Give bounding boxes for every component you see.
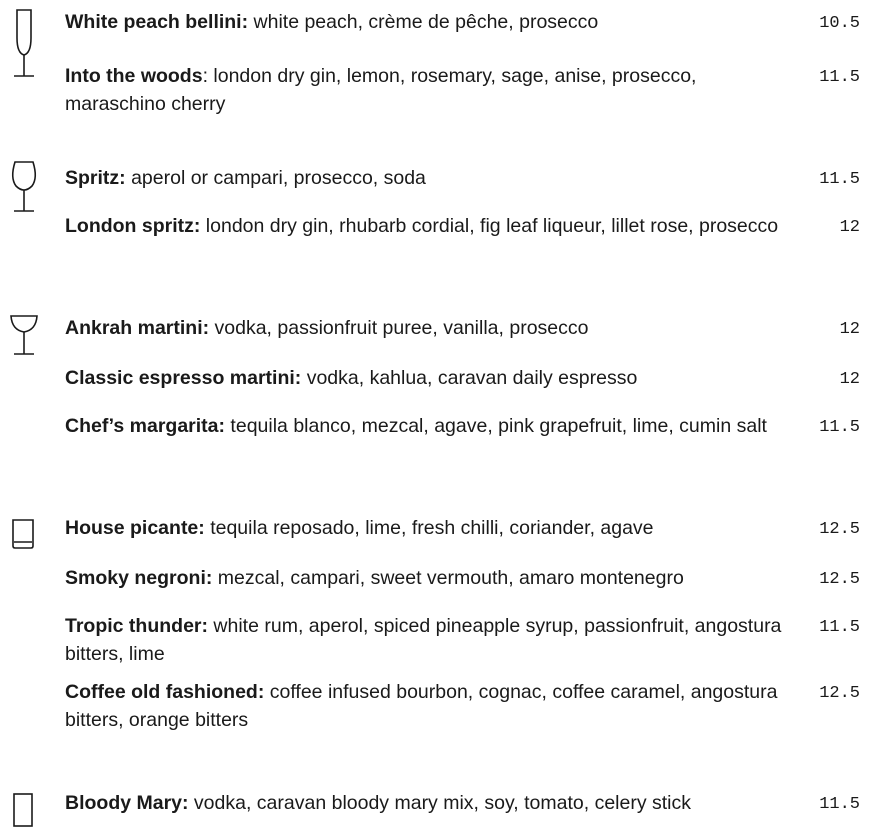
item-name: Coffee old fashioned: — [65, 681, 265, 703]
item-price: 11.5 — [819, 170, 860, 189]
item-name: Classic espresso martini: — [65, 367, 302, 389]
item-price: 12 — [839, 370, 860, 389]
item-name: Bloody Mary: — [65, 792, 189, 814]
rocks-glass-icon — [8, 516, 40, 552]
item-ingredients: aperol or campari, prosecco, soda — [125, 167, 426, 189]
item-price: 11.5 — [819, 418, 860, 437]
wine-glass-icon — [8, 156, 40, 218]
item-ingredients: vodka, caravan bloody mary mix, soy, tomato, celery stick — [188, 792, 692, 814]
item-name: Tropic thunder: — [65, 615, 208, 637]
item-name: Smoky negroni: — [65, 567, 213, 589]
item-price: 10.5 — [819, 14, 860, 33]
item-ingredients: tequila blanco, mezcal, agave, pink grapefruit, lime, cumin salt — [225, 415, 767, 437]
item-ingredients: london dry gin, rhubarb cordial, fig leaf liqueur, lillet rose, prosecco — [200, 215, 779, 237]
item-price: 11.5 — [819, 795, 860, 814]
item-ingredients: vodka, kahlua, caravan daily espresso — [301, 367, 638, 389]
item-ingredients: coffee infused bourbon, cognac, coffee caramel, angostura bitters, orange bitters — [65, 681, 778, 731]
item-name: Ankrah martini: — [65, 317, 210, 339]
item-ingredients: tequila reposado, lime, fresh chilli, coriander, agave — [204, 517, 654, 539]
item-price: 11.5 — [819, 68, 860, 87]
item-name: Spritz: — [65, 167, 126, 189]
item-price: 12 — [839, 218, 860, 237]
item-ingredients: white peach, crème de pêche, prosecco — [248, 11, 599, 33]
flute-glass-icon — [8, 8, 40, 80]
item-ingredients: vodka, passionfruit puree, vanilla, prosecco — [209, 317, 589, 339]
item-ingredients: : london dry gin, lemon, rosemary, sage, anise, prosecco, maraschino cherry — [65, 65, 697, 115]
item-price: 12 — [839, 320, 860, 339]
item-price: 11.5 — [819, 618, 860, 637]
highball-glass-icon — [8, 792, 40, 828]
item-ingredients: white rum, aperol, spiced pineapple syrup, passionfruit, angostura bitters, lime — [65, 615, 782, 665]
item-ingredients: mezcal, campari, sweet vermouth, amaro montenegro — [212, 567, 684, 589]
item-name: London spritz: — [65, 215, 201, 237]
item-price: 12.5 — [819, 570, 860, 589]
martini-glass-icon — [8, 312, 40, 364]
item-name: White peach bellini: — [65, 11, 249, 33]
item-name: Chef’s margarita: — [65, 415, 226, 437]
item-price: 12.5 — [819, 684, 860, 703]
item-name: Into the woods — [65, 65, 203, 87]
item-name: House picante: — [65, 517, 205, 539]
item-price: 12.5 — [819, 520, 860, 539]
